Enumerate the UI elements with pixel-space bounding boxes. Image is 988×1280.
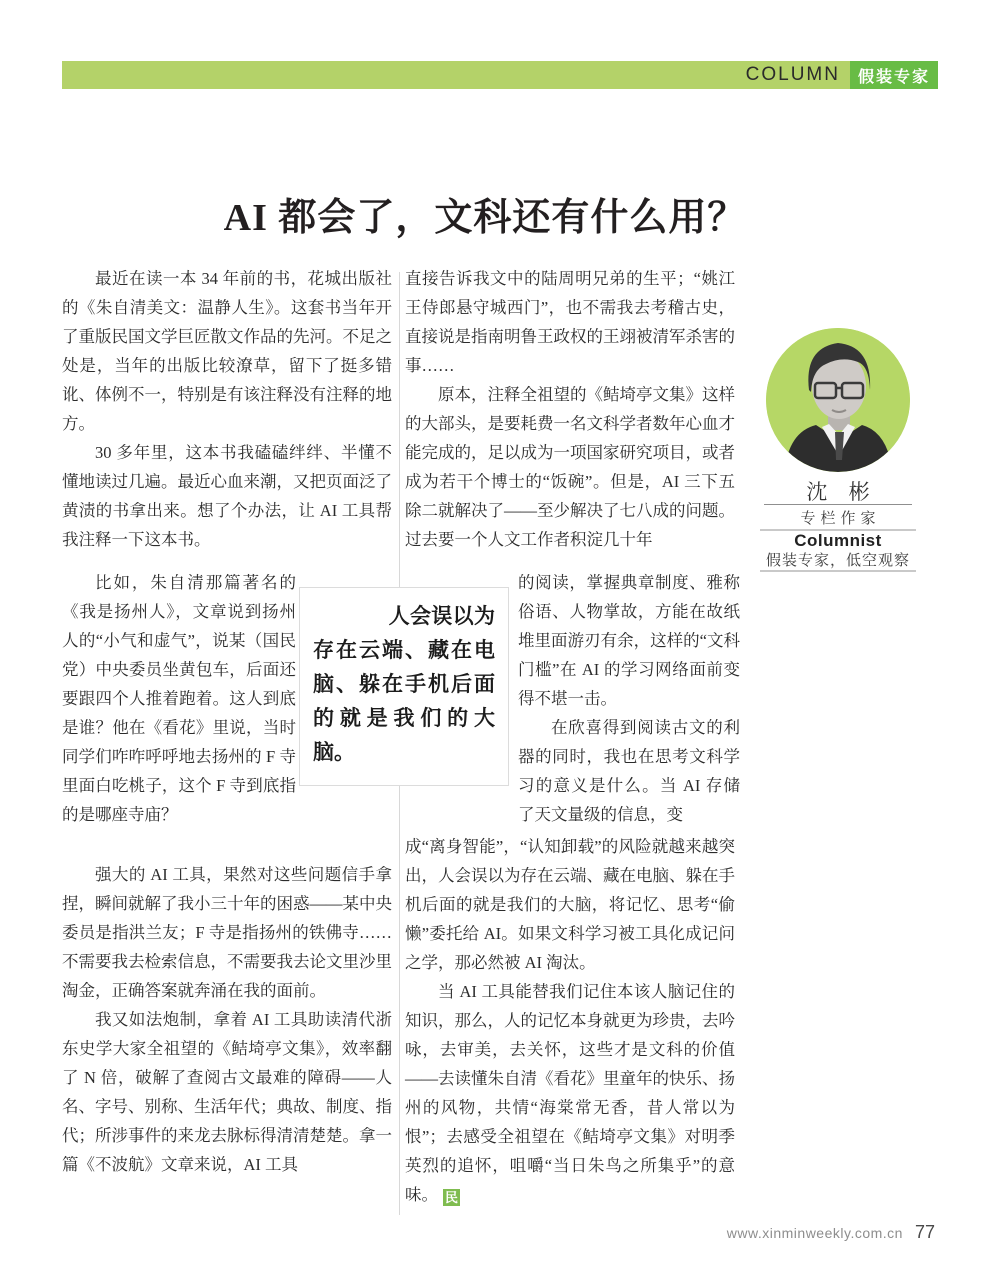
left-column-block-bottom: [62, 860, 392, 1179]
right-column-block-top: [405, 264, 735, 554]
author-photo: [766, 328, 910, 472]
paragraph: 成“离身智能”，“认知卸载”的风险就越来越突出，人会误以为存在云端、藏在电脑、躲在手机后面的就是我们的大脑，将记忆、思考“偷懒”委托给 AI。如果文科学习被工具化成记问之学，那必然被 AI 淘汰。: [405, 837, 735, 972]
left-column-block-narrow: [62, 568, 296, 829]
author-role-cn: 专栏作家: [800, 511, 881, 527]
right-column-block-narrow: [518, 568, 740, 829]
author-role-en: Columnist: [794, 531, 882, 550]
column-badge: 假装专家: [850, 61, 938, 89]
pull-quote-box: 人会误以为存在云端、藏在电脑、躲在手机后面的就是我们的大脑。: [299, 587, 509, 786]
paragraph: 我又如法炮制，拿着 AI 工具助读清代浙东史学大家全祖望的《鲒埼亭文集》，效率翻了 N 倍，破解了查阅古文最难的障碍——人名、字号、别称、生活年代；典故、制度、指代；所涉事件的来龙去脉标得清清楚楚。拿一篇《不波航》文章来说，AI 工具: [62, 1010, 392, 1174]
author-name: 沈 彬: [806, 480, 878, 504]
page-footer: [727, 1222, 935, 1243]
paragraph: 的阅读，掌握典章制度、雅称俗语、人物掌故，方能在故纸堆里面游刃有余，这样的“文科门槛”在 AI 的学习网络面前变得不堪一击。: [518, 573, 740, 708]
article-title: AI 都会了，文科还有什么用？: [223, 197, 747, 239]
column-label: COLUMN: [745, 64, 840, 85]
footer-website: www.xinminweekly.com.cn: [726, 1225, 903, 1241]
paragraph: 在欣喜得到阅读古文的利器的同时，我也在思考文科学习的意义是什么。当 AI 存储了天文量级的信息，变: [518, 718, 740, 824]
column-header-bar: [62, 61, 938, 89]
paragraph: 强大的 AI 工具，果然对这些问题信手拿捏，瞬间就解了我小三十年的困惑——某中央委员是指洪兰友；F 寺是指扬州的铁佛寺……不需要我去检索信息，不需要我去论文里沙里淘金，正确答案就奔涌在我的面前。: [62, 865, 392, 1000]
paragraph: 30 多年里，这本书我磕磕绊绊、半懂不懂地读过几遍。最近心血来潮，又把页面泛了黄渍的书拿出来。想了个办法，让 AI 工具帮我注释一下这本书。: [62, 443, 392, 549]
article-end-mark-icon: 民: [444, 1190, 458, 1205]
paragraph: [405, 977, 735, 1209]
paragraph: 原本，注释全祖望的《鲒埼亭文集》这样的大部头，是要耗费一名文科学者数年心血才能完成的，足以成为一项国家研究项目，或者成为若干个博士的“饭碗”。但是，AI 三下五除二就解决了——至少解决了七八成的问题。过去要一个人文工作者积淀几十年: [405, 385, 735, 549]
paragraph: 直接告诉我文中的陆周明兄弟的生平；“姚江王侍郎悬守城西门”，也不需我去考稽古史，直接说是指南明鲁王政权的王翊被清军杀害的事……: [405, 269, 735, 375]
paragraph: 最近在读一本 34 年前的书，花城出版社的《朱自清美文：温静人生》。这套书当年开了重版民国文学巨匠散文作品的先河。不足之处是，当年的出版比较潦草，留下了挺多错讹、体例不一，特别是有该注释没有注释的地方。: [62, 269, 392, 433]
right-column-block-bottom: [405, 832, 735, 1209]
divider: [760, 570, 916, 572]
divider: [764, 504, 912, 505]
author-portrait-illustration: [766, 328, 910, 472]
author-tagline: 假装专家，低空观察: [765, 553, 910, 569]
paragraph-text: 当 AI 工具能替我们记住本该人脑记住的知识，那么，人的记忆本身就更为珍贵，去吟咏，去审美，去关怀，这些才是文科的价值——去读懂朱自清《看花》里童年的快乐、扬州的风物，共情“海棠常无香，昔人常以为恨”；去感受全祖望在《鲒埼亭文集》对明季英烈的追怀，咀嚼“当日朱鸟之所集乎”的意味。: [405, 982, 735, 1204]
paragraph: 比如，朱自清那篇著名的《我是扬州人》，文章说到扬州人的“小气和虚气”，说某（国民党）中央委员坐黄包车，后面还要跟四个人推着跑着。这人到底是谁？他在《看花》里说，当时同学们咋咋呼呼地去扬州的 F 寺里面白吃桃子，这个 F 寺到底指的是哪座寺庙？: [62, 573, 296, 824]
page-number: 77: [914, 1222, 935, 1242]
left-column-block-top: [62, 264, 392, 554]
